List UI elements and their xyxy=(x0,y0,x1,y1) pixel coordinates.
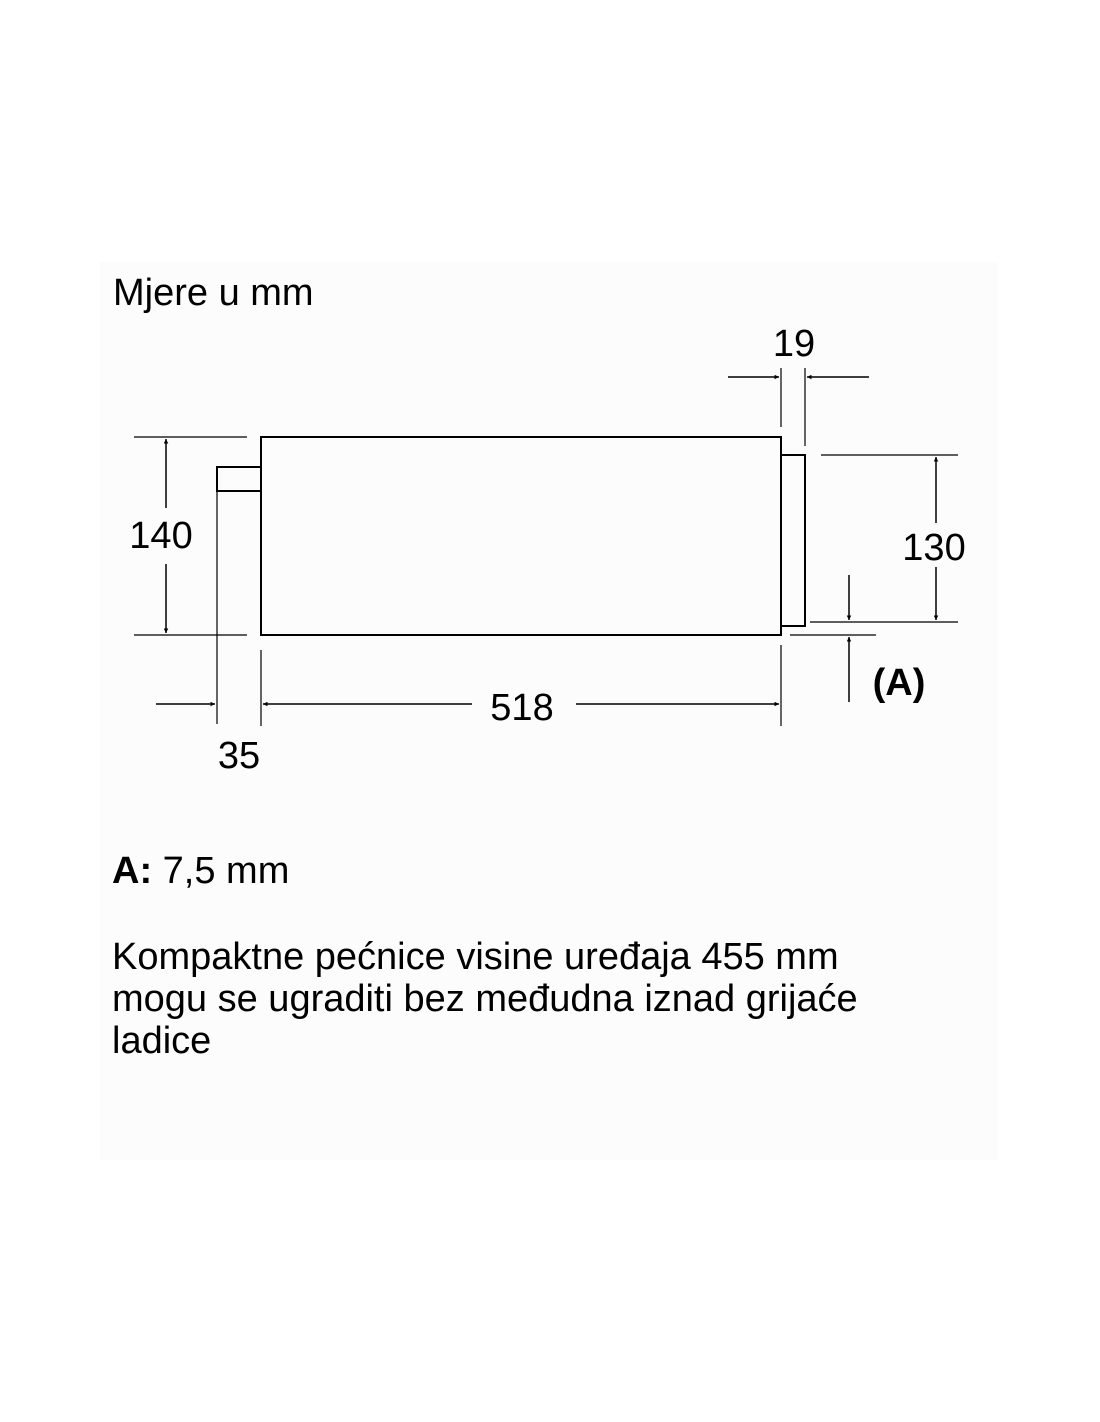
legend-a-value: 7,5 mm xyxy=(162,850,290,892)
note-line: mogu se ugraditi bez međudna iznad grijaće xyxy=(112,978,858,1020)
note-line: ladice xyxy=(112,1020,212,1062)
drawer-body xyxy=(261,437,781,635)
dim-19-label: 19 xyxy=(772,323,816,365)
note-line: Kompaktne pećnice visine uređaja 455 mm xyxy=(112,936,839,978)
dim-518-label: 518 xyxy=(490,687,554,729)
installation-note xyxy=(112,936,972,1062)
front-panel xyxy=(781,455,805,626)
page-title: Mjere u mm xyxy=(113,272,314,314)
rear-connector xyxy=(217,467,261,491)
dim-140-label: 140 xyxy=(129,515,193,557)
dim-a-label: (A) xyxy=(872,662,926,704)
dim-130-label: 130 xyxy=(902,527,966,569)
legend-a-key: A: xyxy=(112,850,153,892)
dim-35-label: 35 xyxy=(217,735,261,777)
legend-a xyxy=(112,849,289,893)
